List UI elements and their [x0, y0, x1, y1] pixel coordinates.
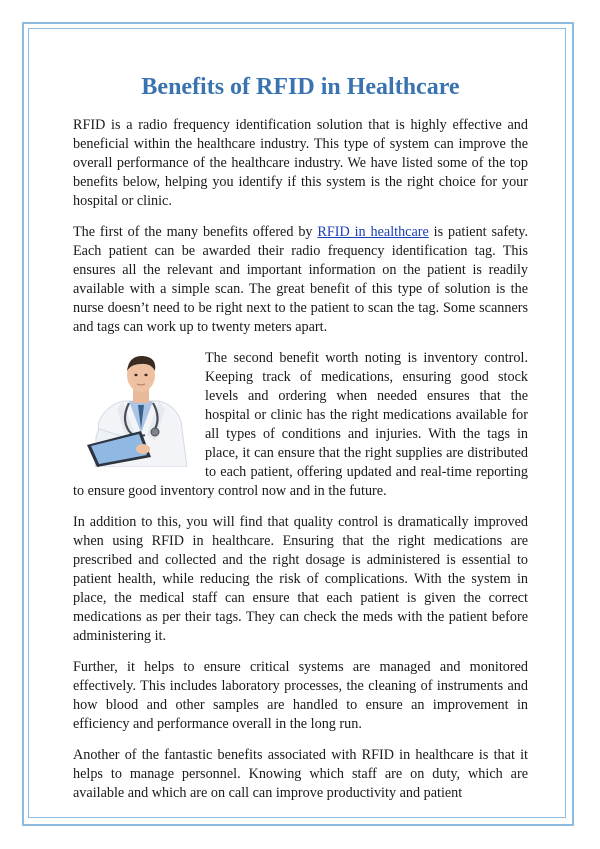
- paragraph-text: The second benefit worth noting is inventory control. Keeping track of medications, ensuring good stock levels and ordering when needed ensures that the hospital or clinic has the right medications available for all types of conditions and injuries. With the tags in place, it can ensure that the right supplies are distributed to each patient, offering updated and real-time reporting to ensure good inventory control now and in the future.: [73, 350, 528, 499]
- paragraph-intro: RFID is a radio frequency identification solution that is highly effective and beneficial within the healthcare industry. This type of system can improve the overall performance of the healthcare industry. We have listed some of the top benefits below, helping you identify if this system is the right choice for your hospital or clinic.: [73, 117, 528, 209]
- paragraph-text: is patient safety. Each patient can be awarded their radio frequency identification tag. This ensures all the relevant and important information on the patient is readily available with a simple scan. The great benefit of this type of solution is the nurse doesn’t need to be right next to the patient to scan the tag. Some scanners and tags can work up to twenty meters apart.: [73, 224, 528, 335]
- paragraph-quality-control: In addition to this, you will find that quality control is dramatically improved when using RFID in healthcare. Ensuring that the right medications are prescribed and collected and the right dosage is administered is essential to patient health, while reducing the risk of complications. With the system in place, the medical staff can ensure that each patient is given the correct medications as per their tags. They can check the meds with the patient before administering it.: [73, 514, 528, 644]
- paragraph-patient-safety: [73, 223, 528, 337]
- paragraph-inventory-control: [73, 349, 528, 501]
- doctor-illustration: [73, 349, 195, 467]
- rfid-healthcare-link[interactable]: RFID in healthcare: [317, 224, 429, 240]
- document-body: [73, 72, 528, 815]
- paragraph-critical-systems: Further, it helps to ensure critical systems are managed and monitored effectively. This includes laboratory processes, the cleaning of instruments and how blood and other samples are handled to ensure an improvement in efficiency and performance overall in the long run.: [73, 659, 528, 732]
- page-title: Benefits of RFID in Healthcare: [141, 74, 460, 100]
- paragraph-text: The first of the many benefits offered by: [73, 224, 318, 240]
- paragraph-personnel: Another of the fantastic benefits associated with RFID in healthcare is that it helps to manage personnel. Knowing which staff are on duty, which are available and which are on call can improve productivity and patient: [73, 747, 528, 801]
- doctor-photo: [73, 349, 195, 467]
